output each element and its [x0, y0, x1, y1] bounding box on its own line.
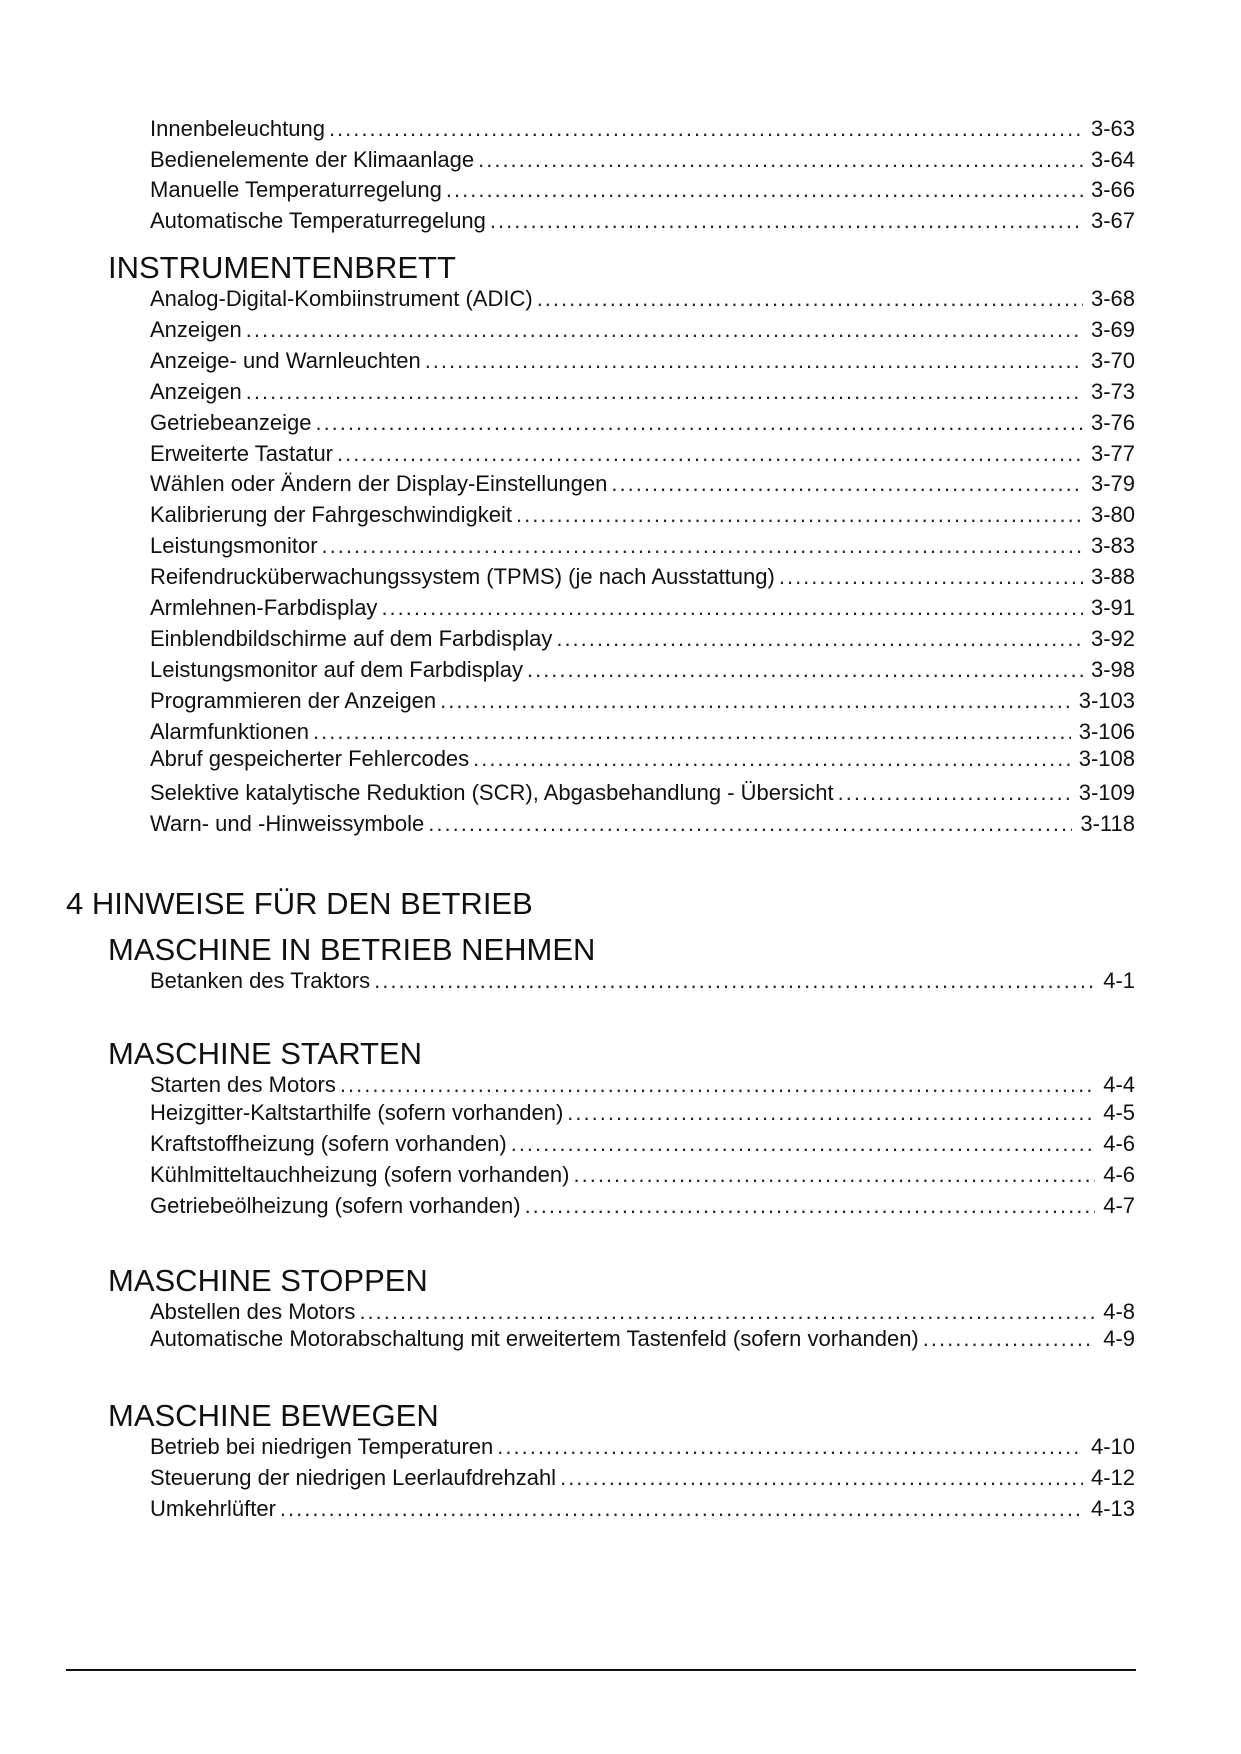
toc-entry-label: Erweiterte Tastatur [150, 441, 334, 466]
toc-entry-label: Analog-Digital-Kombiinstrument (ADIC) [150, 286, 533, 311]
toc-entry[interactable] [150, 208, 1135, 234]
toc-entry[interactable] [150, 811, 1135, 837]
toc-entry[interactable] [150, 1193, 1135, 1219]
toc-entry-page: 3-73 [1090, 379, 1135, 404]
toc-entry-page: 3-63 [1090, 116, 1135, 141]
toc-dot-leader [516, 502, 1083, 528]
toc-dot-leader [567, 1100, 1095, 1126]
toc-dot-leader [525, 1193, 1096, 1219]
toc-entry-page: 3-80 [1090, 502, 1135, 527]
toc-entry-label: Warn- und -Hinweissymbole [150, 811, 425, 836]
toc-entry[interactable] [150, 780, 1135, 806]
toc-dot-leader [527, 657, 1083, 683]
toc-entry-label: Leistungsmonitor [150, 533, 318, 558]
toc-entry-page: 4-6 [1103, 1131, 1135, 1156]
toc-entry-page: 3-83 [1090, 533, 1135, 558]
toc-entry-page: 3-108 [1078, 746, 1135, 771]
toc-entry-label: Kühlmitteltauchheizung (sofern vorhanden) [150, 1162, 570, 1187]
toc-dot-leader [337, 441, 1083, 467]
toc-entry-page: 3-79 [1090, 471, 1135, 496]
toc-dot-leader [428, 811, 1072, 837]
toc-entry-page: 4-6 [1103, 1162, 1135, 1187]
toc-entry[interactable] [150, 1465, 1135, 1491]
toc-entry-page: 3-69 [1090, 317, 1135, 342]
toc-dot-leader [556, 626, 1083, 652]
toc-entry-page: 3-91 [1090, 595, 1135, 620]
toc-entry[interactable] [150, 410, 1135, 436]
toc-entry[interactable] [150, 317, 1135, 343]
toc-entry-page: 3-98 [1090, 657, 1135, 682]
toc-entry-page: 4-10 [1090, 1434, 1135, 1459]
toc-entry[interactable] [150, 1326, 1135, 1352]
toc-dot-leader [313, 719, 1071, 745]
toc-dot-leader [425, 348, 1083, 374]
toc-dot-leader [560, 1465, 1083, 1491]
toc-entry-page: 4-7 [1103, 1193, 1135, 1218]
toc-entry[interactable] [150, 657, 1135, 683]
toc-entry-page: 3-88 [1090, 564, 1135, 589]
toc-entry-page: 3-64 [1090, 147, 1135, 172]
toc-dot-leader [359, 1299, 1095, 1325]
toc-entry-page: 3-66 [1090, 177, 1135, 202]
toc-entry-label: Automatische Temperaturregelung [150, 208, 486, 233]
toc-entry-page: 4-1 [1103, 968, 1135, 993]
toc-dot-leader [573, 1162, 1095, 1188]
section-heading-inbetriebnehmen: MASCHINE IN BETRIEB NEHMEN [108, 932, 596, 967]
toc-entry-label: Kalibrierung der Fahrgeschwindigkeit [150, 502, 512, 527]
section-heading-starten: MASCHINE STARTEN [108, 1036, 423, 1071]
toc-entry[interactable] [150, 1162, 1135, 1188]
toc-entry[interactable] [150, 1072, 1135, 1098]
toc-entry-label: Bedienelemente der Klimaanlage [150, 147, 475, 172]
toc-entry-page: 4-12 [1090, 1465, 1135, 1490]
toc-entry-page: 4-13 [1090, 1496, 1135, 1521]
toc-entry-label: Programmieren der Anzeigen [150, 688, 437, 713]
toc-dot-leader [446, 177, 1083, 203]
toc-entry-label: Betrieb bei niedrigen Temperaturen [150, 1434, 494, 1459]
toc-entry-page: 4-4 [1103, 1072, 1135, 1097]
toc-entry[interactable] [150, 533, 1135, 559]
toc-entry[interactable] [150, 116, 1135, 142]
toc-entry-label: Heizgitter-Kaltstarthilfe (sofern vorhanden) [150, 1100, 564, 1125]
toc-dot-leader [340, 1072, 1095, 1098]
toc-entry-label: Steuerung der niedrigen Leerlaufdrehzahl [150, 1465, 557, 1490]
toc-entry-label: Armlehnen-Farbdisplay [150, 595, 378, 620]
toc-entry[interactable] [150, 595, 1135, 621]
toc-entry-page: 4-9 [1103, 1326, 1135, 1351]
toc-entry-page: 3-67 [1090, 208, 1135, 233]
toc-dot-leader [246, 379, 1083, 405]
toc-entry-page: 4-5 [1103, 1100, 1135, 1125]
toc-entry-label: Abruf gespeicherter Fehlercodes [150, 746, 470, 771]
toc-entry-label: Getriebeanzeige [150, 410, 312, 435]
toc-entry-page: 3-109 [1078, 780, 1135, 805]
toc-entry-label: Anzeigen [150, 379, 242, 404]
toc-dot-leader [511, 1131, 1096, 1157]
toc-entry-label: Einblendbildschirme auf dem Farbdisplay [150, 626, 553, 651]
toc-entry-label: Manuelle Temperaturregelung [150, 177, 442, 202]
toc-entry-page: 3-118 [1080, 811, 1135, 836]
toc-entry-page: 3-106 [1078, 719, 1135, 744]
toc-entry[interactable] [150, 746, 1135, 772]
toc-entry[interactable] [150, 147, 1135, 173]
toc-dot-leader [497, 1434, 1083, 1460]
toc-dot-leader [779, 564, 1083, 590]
toc-entry[interactable] [150, 1299, 1135, 1325]
toc-entry[interactable] [150, 1131, 1135, 1157]
toc-dot-leader [322, 533, 1083, 559]
toc-entry-label: Automatische Motorabschaltung mit erweitertem Tastenfeld (sofern vorhanden) [150, 1326, 919, 1351]
toc-dot-leader [280, 1496, 1083, 1522]
toc-entry-label: Alarmfunktionen [150, 719, 309, 744]
toc-entry-page: 4-8 [1103, 1299, 1135, 1324]
toc-entry-page: 3-68 [1090, 286, 1135, 311]
toc-dot-leader [440, 688, 1071, 714]
toc-entry[interactable] [150, 348, 1135, 374]
toc-entry-label: Umkehrlüfter [150, 1496, 276, 1521]
toc-entry-label: Kraftstoffheizung (sofern vorhanden) [150, 1131, 507, 1156]
toc-entry[interactable] [150, 177, 1135, 203]
toc-entry-page: 3-76 [1090, 410, 1135, 435]
section-heading-stoppen: MASCHINE STOPPEN [108, 1263, 428, 1298]
toc-dot-leader [478, 147, 1083, 173]
toc-entry[interactable] [150, 626, 1135, 652]
toc-entry-label: Wählen oder Ändern der Display-Einstellungen [150, 471, 608, 496]
toc-entry[interactable] [150, 441, 1135, 467]
toc-entry[interactable] [150, 688, 1135, 714]
toc-entry-label: Starten des Motors [150, 1072, 336, 1097]
toc-entry[interactable] [150, 286, 1135, 312]
toc-entry-label: Betanken des Traktors [150, 968, 371, 993]
toc-entry-label: Leistungsmonitor auf dem Farbdisplay [150, 657, 523, 682]
section-heading-instrumentenbrett: INSTRUMENTENBRETT [108, 250, 456, 285]
toc-dot-leader [923, 1326, 1095, 1352]
toc-dot-leader [374, 968, 1095, 994]
toc-entry[interactable] [150, 1496, 1135, 1522]
toc-entry[interactable] [150, 1100, 1135, 1126]
toc-entry[interactable] [150, 471, 1135, 497]
toc-entry[interactable] [150, 1434, 1135, 1460]
toc-entry-label: Anzeige- und Warnleuchten [150, 348, 421, 373]
toc-dot-leader [490, 208, 1083, 234]
footer-divider [66, 1669, 1136, 1671]
toc-entry-label: Anzeigen [150, 317, 242, 342]
toc-dot-leader [611, 471, 1083, 497]
toc-dot-leader [329, 116, 1083, 142]
toc-dot-leader [381, 595, 1083, 621]
toc-dot-leader [473, 746, 1071, 772]
toc-entry[interactable] [150, 564, 1135, 590]
toc-entry[interactable] [150, 968, 1135, 994]
toc-entry-label: Reifendrucküberwachungssystem (TPMS) (je nach Ausstattung) [150, 564, 775, 589]
toc-entry-label: Selektive katalytische Reduktion (SCR), Abgasbehandlung - Übersicht [150, 780, 834, 805]
toc-entry-page: 3-70 [1090, 348, 1135, 373]
toc-entry-page: 3-103 [1078, 688, 1135, 713]
toc-entry-label: Innenbeleuchtung [150, 116, 325, 141]
toc-dot-leader [838, 780, 1071, 806]
toc-entry[interactable] [150, 379, 1135, 405]
toc-dot-leader [315, 410, 1083, 436]
chapter-heading-4: 4 HINWEISE FÜR DEN BETRIEB [66, 886, 533, 921]
toc-entry[interactable] [150, 719, 1135, 745]
toc-dot-leader [246, 317, 1083, 343]
section-heading-bewegen: MASCHINE BEWEGEN [108, 1398, 439, 1433]
toc-entry-label: Getriebeölheizung (sofern vorhanden) [150, 1193, 521, 1218]
toc-entry-page: 3-77 [1090, 441, 1135, 466]
toc-dot-leader [537, 286, 1083, 312]
toc-entry[interactable] [150, 502, 1135, 528]
toc-entry-page: 3-92 [1090, 626, 1135, 651]
toc-entry-label: Abstellen des Motors [150, 1299, 356, 1324]
